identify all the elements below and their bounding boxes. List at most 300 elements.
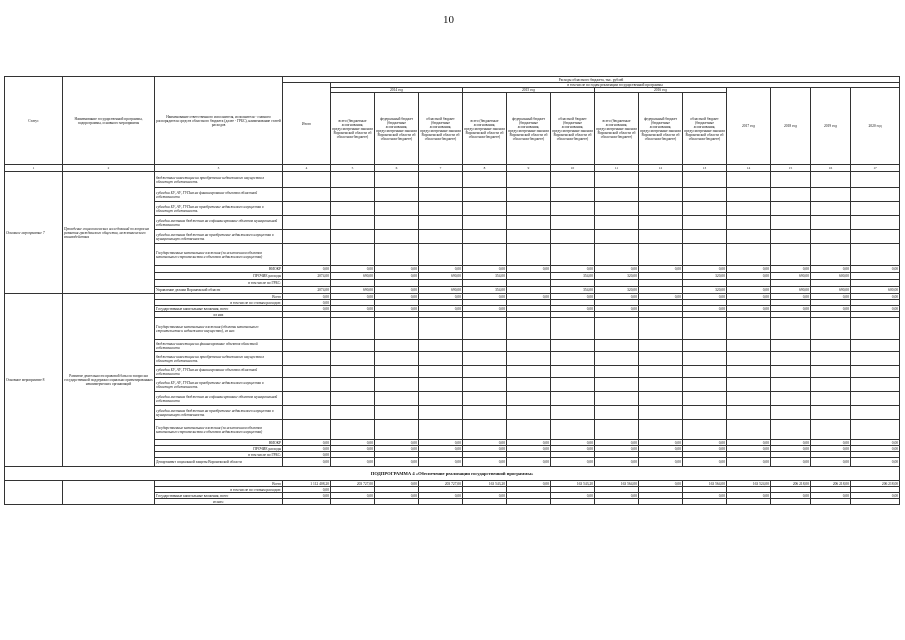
value-cell — [419, 202, 463, 216]
value-cell — [771, 366, 811, 378]
value-cell — [727, 366, 771, 378]
value-cell — [727, 406, 771, 420]
value-cell — [851, 406, 900, 420]
value-cell — [639, 352, 683, 366]
value-cell: 206 218,00 — [811, 481, 851, 487]
block7-admin-label: Управление делами Воронежской области — [155, 287, 283, 294]
column-number: 12 — [639, 165, 683, 172]
value-cell — [683, 188, 727, 202]
value-cell — [283, 499, 331, 505]
value-cell — [375, 244, 419, 266]
value-cell: 0,00 — [463, 458, 507, 467]
header-2015-regional: областной бюджет (бюджетные ассигнования, предусмотренные законом Воронежской области об областном бюджете) — [551, 93, 595, 165]
column-number: 9 — [507, 165, 551, 172]
block7-name: Проведение социологических исследований по вопросам развития гражданского общества, межэтнического взаимодействия — [63, 172, 155, 294]
block7-other-label: ПРОЧИЕ расходы — [155, 273, 283, 280]
value-cell: 690,00 — [419, 287, 463, 294]
value-cell: 0,00 — [771, 306, 811, 312]
value-cell: 0,00 — [595, 458, 639, 467]
value-cell: 0,00 — [727, 493, 771, 499]
value-cell — [463, 188, 507, 202]
value-cell — [463, 420, 507, 440]
value-cell — [463, 230, 507, 244]
value-cell: 0,00 — [331, 493, 375, 499]
value-cell — [683, 366, 727, 378]
value-cell: 0,00 — [283, 300, 331, 306]
value-cell: 0,00 — [419, 266, 463, 273]
value-cell: 0,00 — [639, 446, 683, 452]
value-cell — [595, 340, 639, 352]
value-cell — [683, 352, 727, 366]
value-cell: 0,00 — [727, 294, 771, 300]
value-cell: 0,00 — [851, 458, 900, 467]
column-number: 14 — [727, 165, 771, 172]
value-cell: 0,00 — [727, 306, 771, 312]
block8-line-label: субсидии местным бюджетам на софинансирование объектов муниципальной собственности — [155, 392, 283, 406]
block7-line-label: Государственные капитальные вложения (за исключением объектов капитального строительства и объектов недвижимого имущества) — [155, 244, 283, 266]
value-cell — [551, 280, 595, 287]
subprogram4-total-label: Всего — [155, 481, 283, 487]
value-cell: 354,00 — [551, 287, 595, 294]
value-cell — [331, 318, 375, 340]
value-cell — [283, 280, 331, 287]
value-cell: 0,00 — [683, 306, 727, 312]
value-cell: 0,00 — [811, 493, 851, 499]
value-cell — [551, 392, 595, 406]
value-cell — [419, 280, 463, 287]
value-cell: 354,00 — [551, 273, 595, 280]
value-cell — [727, 216, 771, 230]
value-cell — [283, 188, 331, 202]
value-cell — [507, 420, 551, 440]
value-cell: 0,00 — [507, 440, 551, 446]
value-cell — [683, 340, 727, 352]
value-cell: 0,00 — [595, 493, 639, 499]
value-cell — [331, 420, 375, 440]
value-cell — [639, 244, 683, 266]
value-cell — [463, 352, 507, 366]
value-cell — [375, 188, 419, 202]
value-cell — [507, 352, 551, 366]
value-cell — [771, 499, 811, 505]
value-cell — [851, 318, 900, 340]
value-cell — [639, 499, 683, 505]
block8-total-label: Всего — [155, 294, 283, 300]
value-cell — [507, 499, 551, 505]
value-cell: 0,00 — [375, 446, 419, 452]
value-cell — [551, 366, 595, 378]
value-cell — [595, 230, 639, 244]
value-cell: 0,00 — [375, 266, 419, 273]
value-cell: 0,00 — [595, 446, 639, 452]
value-cell: 0,00 — [551, 440, 595, 446]
value-cell: 0,00 — [683, 446, 727, 452]
value-cell: 0,00 — [639, 458, 683, 467]
value-cell — [463, 340, 507, 352]
header-program-name: Наименование государственной программы, подпрограммы, основного мероприятия — [63, 77, 155, 165]
value-cell — [595, 392, 639, 406]
value-cell — [639, 392, 683, 406]
value-cell: 163 524,00 — [727, 481, 771, 487]
value-cell: 0,00 — [419, 446, 463, 452]
value-cell — [551, 420, 595, 440]
column-number: 11 — [595, 165, 639, 172]
value-cell — [419, 230, 463, 244]
value-cell — [551, 188, 595, 202]
value-cell: 0,00 — [283, 306, 331, 312]
value-cell — [551, 406, 595, 420]
value-cell: 0,00 — [727, 273, 771, 280]
block8-line-label: Государственные капитальные вложения (за исключением объектов капитального строительства и объектов недвижимого имущества) — [155, 420, 283, 440]
value-cell: 0,00 — [639, 294, 683, 300]
block8-incl-short-label: из них — [155, 312, 283, 318]
value-cell — [331, 352, 375, 366]
subprogram4-total-row — [5, 481, 900, 487]
value-cell: 206 218,00 — [851, 481, 900, 487]
value-cell — [771, 216, 811, 230]
value-cell — [463, 392, 507, 406]
value-cell — [283, 406, 331, 420]
block7-line-label: субсидии БУ, АУ, ГУПам на финансирование объектов областной собственности — [155, 188, 283, 202]
block8-dept-label: Департамент социальной защиты Воронежской области — [155, 458, 283, 467]
value-cell: 0,00 — [595, 440, 639, 446]
column-number-row — [5, 165, 900, 172]
value-cell: 0,00 — [331, 266, 375, 273]
value-cell — [639, 273, 683, 280]
value-cell: 690,00 — [419, 273, 463, 280]
value-cell — [595, 352, 639, 366]
value-cell — [811, 352, 851, 366]
value-cell — [771, 420, 811, 440]
value-cell — [727, 280, 771, 287]
value-cell — [595, 499, 639, 505]
value-cell: 0,00 — [463, 266, 507, 273]
value-cell — [595, 318, 639, 340]
value-cell — [507, 172, 551, 188]
value-cell — [639, 172, 683, 188]
value-cell — [639, 340, 683, 352]
value-cell — [551, 244, 595, 266]
column-number: 13 — [683, 165, 727, 172]
value-cell: 0,00 — [283, 446, 331, 452]
value-cell: 0,00 — [683, 266, 727, 273]
value-cell — [595, 280, 639, 287]
value-cell: 0,00 — [419, 294, 463, 300]
value-cell — [811, 378, 851, 392]
value-cell — [811, 280, 851, 287]
block8-other-label: ПРОЧИЕ расходы — [155, 446, 283, 452]
value-cell: 0,00 — [463, 446, 507, 452]
value-cell: 600,00 — [851, 287, 900, 294]
value-cell — [639, 202, 683, 216]
value-cell: 0,00 — [639, 440, 683, 446]
value-cell — [639, 406, 683, 420]
value-cell — [727, 378, 771, 392]
value-cell — [463, 318, 507, 340]
value-cell: 0,00 — [683, 440, 727, 446]
value-cell — [283, 378, 331, 392]
value-cell — [595, 244, 639, 266]
value-cell — [283, 352, 331, 366]
value-cell — [727, 188, 771, 202]
header-2016-regional: областной бюджет (бюджетные ассигнования, предусмотренные законом Воронежской области об областном бюджете) — [683, 93, 727, 165]
value-cell — [771, 318, 811, 340]
value-cell: 0,00 — [851, 440, 900, 446]
header-2019: 2019 год — [811, 88, 851, 165]
value-cell: 0,00 — [551, 458, 595, 467]
value-cell — [331, 366, 375, 378]
value-cell — [811, 230, 851, 244]
value-cell — [331, 172, 375, 188]
value-cell — [507, 392, 551, 406]
block7-line-label: субсидии местным бюджетам на приобретение недвижимого имущества в муниципальную собственность — [155, 230, 283, 244]
subprogram4-incl-label: в том числе по статьям расходов: — [155, 487, 283, 493]
value-cell — [463, 406, 507, 420]
block8-incl-label: в том числе по статьям расходов: — [155, 300, 283, 306]
value-cell — [551, 340, 595, 352]
header-2014-regional: областной бюджет (бюджетные ассигнования, предусмотренные законом Воронежской области об областном бюджете) — [419, 93, 463, 165]
value-cell — [683, 216, 727, 230]
header-by-years: в том числе по годам реализации государственной программы — [331, 83, 900, 88]
value-cell: 0,00 — [811, 266, 851, 273]
value-cell: 600,00 — [811, 273, 851, 280]
value-cell — [507, 202, 551, 216]
value-cell: 2074,00 — [283, 273, 331, 280]
value-cell — [375, 499, 419, 505]
value-cell — [595, 216, 639, 230]
value-cell — [851, 230, 900, 244]
value-cell — [851, 340, 900, 352]
header-2015-total: всего (бюджетные ассигнования, предусмотренные законом Воронежской области об областном бюджете) — [463, 93, 507, 165]
value-cell — [331, 378, 375, 392]
value-cell — [375, 366, 419, 378]
value-cell — [375, 378, 419, 392]
value-cell — [727, 244, 771, 266]
value-cell — [419, 188, 463, 202]
value-cell — [419, 244, 463, 266]
value-cell — [375, 216, 419, 230]
subprogram4-title: ПОДПРОГРАММА 4 «Обеспечение реализации государственной программы» — [5, 467, 900, 481]
value-cell — [771, 352, 811, 366]
value-cell — [419, 392, 463, 406]
value-cell — [507, 406, 551, 420]
value-cell: 0,00 — [771, 294, 811, 300]
value-cell: 320,00 — [683, 287, 727, 294]
value-cell — [683, 499, 727, 505]
value-cell — [851, 378, 900, 392]
value-cell — [375, 420, 419, 440]
value-cell — [851, 366, 900, 378]
value-cell: 320,00 — [595, 287, 639, 294]
value-cell — [419, 318, 463, 340]
value-cell — [811, 499, 851, 505]
value-cell — [595, 202, 639, 216]
value-cell — [419, 366, 463, 378]
value-cell: 0,00 — [551, 493, 595, 499]
value-cell — [727, 230, 771, 244]
value-cell: 0,00 — [331, 440, 375, 446]
value-cell — [283, 216, 331, 230]
value-cell — [331, 406, 375, 420]
value-cell — [811, 366, 851, 378]
value-cell: 0,00 — [595, 306, 639, 312]
value-cell: 0,00 — [727, 458, 771, 467]
column-number: 8 — [463, 165, 507, 172]
value-cell — [683, 392, 727, 406]
value-cell: 0,00 — [375, 481, 419, 487]
value-cell: 320,00 — [595, 273, 639, 280]
block7-grbs-label: в том числе по ГРБС: — [155, 280, 283, 287]
column-number: 1 — [5, 165, 63, 172]
value-cell: 0,00 — [283, 487, 331, 493]
block7-line-row — [5, 172, 900, 188]
value-cell — [283, 244, 331, 266]
value-cell — [771, 340, 811, 352]
value-cell — [639, 318, 683, 340]
value-cell — [771, 230, 811, 244]
subprogram4-gkv-label: Государственные капитальные вложения, всего — [155, 493, 283, 499]
value-cell — [811, 340, 851, 352]
block8-line-label: бюджетные инвестиции на финансирование объектов областной собственности — [155, 340, 283, 352]
value-cell: 0,00 — [419, 440, 463, 446]
header-total: Итого — [283, 83, 331, 165]
value-cell — [283, 420, 331, 440]
value-cell — [283, 392, 331, 406]
value-cell: 0,00 — [727, 266, 771, 273]
value-cell: 0,00 — [851, 493, 900, 499]
value-cell — [419, 406, 463, 420]
value-cell: 0,00 — [283, 452, 331, 458]
value-cell: 0,00 — [375, 493, 419, 499]
value-cell: 0,00 — [419, 493, 463, 499]
header-2016-total: всего (бюджетные ассигнования, предусмотренные законом Воронежской области об областном бюджете) — [595, 93, 639, 165]
block7-niokr-label: НИОКР — [155, 266, 283, 273]
value-cell — [419, 499, 463, 505]
value-cell — [331, 216, 375, 230]
value-cell: 163 543,20 — [551, 481, 595, 487]
value-cell: 0,00 — [331, 446, 375, 452]
value-cell — [419, 216, 463, 230]
subprogram4-title-row — [5, 467, 900, 481]
value-cell — [331, 499, 375, 505]
value-cell — [639, 366, 683, 378]
value-cell — [639, 216, 683, 230]
value-cell — [811, 318, 851, 340]
value-cell — [851, 188, 900, 202]
subprogram4-incl-short-label: из них: — [155, 499, 283, 505]
value-cell — [331, 202, 375, 216]
block8-line-label: субсидии БУ, АУ, ГУПам на приобретение недвижимого имущества в областную собственность — [155, 378, 283, 392]
value-cell: 0,00 — [811, 458, 851, 467]
value-cell — [727, 352, 771, 366]
value-cell — [771, 188, 811, 202]
block8-name: Развитие деятельности правовой базы по вопросам государственной поддержки социально ориентированных некоммерческих организаций — [63, 294, 155, 467]
value-cell: 690,00 — [331, 287, 375, 294]
value-cell — [507, 216, 551, 230]
value-cell — [283, 230, 331, 244]
header-spending-title: Расходы областного бюджета, тыс. рублей — [283, 77, 900, 83]
header-2015: 2015 год — [463, 88, 595, 93]
value-cell: 0,00 — [683, 294, 727, 300]
value-cell — [507, 273, 551, 280]
block7-line-label: субсидии БУ, АУ, ГУПам на приобретение недвижимого имущества в областную собственность — [155, 202, 283, 216]
block8-niokr-label: НИОКР — [155, 440, 283, 446]
value-cell — [639, 230, 683, 244]
value-cell: 0,00 — [595, 294, 639, 300]
header-status: Статус — [5, 77, 63, 165]
value-cell — [683, 172, 727, 188]
value-cell: 690,00 — [811, 287, 851, 294]
value-cell — [639, 188, 683, 202]
value-cell — [551, 318, 595, 340]
value-cell — [683, 378, 727, 392]
value-cell — [639, 287, 683, 294]
value-cell — [283, 366, 331, 378]
value-cell: 0,00 — [507, 458, 551, 467]
value-cell: 2074,00 — [283, 287, 331, 294]
value-cell — [771, 406, 811, 420]
value-cell — [595, 420, 639, 440]
value-cell: 690,00 — [771, 273, 811, 280]
value-cell — [375, 406, 419, 420]
header-2016-federal: федеральный бюджет (бюджетные ассигнования, предусмотренные законом Воронежской области об областном бюджете) — [639, 93, 683, 165]
value-cell — [683, 202, 727, 216]
value-cell — [283, 202, 331, 216]
value-cell: 0,00 — [851, 294, 900, 300]
value-cell — [811, 420, 851, 440]
value-cell — [463, 366, 507, 378]
value-cell — [851, 172, 900, 188]
column-number: 17 — [851, 165, 900, 172]
value-cell: 0,00 — [375, 273, 419, 280]
value-cell — [727, 172, 771, 188]
header-2015-federal: федеральный бюджет (бюджетные ассигнования, предусмотренные законом Воронежской области об областном бюджете) — [507, 93, 551, 165]
value-cell — [851, 420, 900, 440]
value-cell: 0,00 — [375, 458, 419, 467]
value-cell — [595, 366, 639, 378]
value-cell — [595, 378, 639, 392]
subprogram4-name — [63, 481, 155, 505]
value-cell — [811, 406, 851, 420]
value-cell: 0,00 — [331, 458, 375, 467]
value-cell — [727, 499, 771, 505]
value-cell — [463, 172, 507, 188]
value-cell — [639, 378, 683, 392]
column-number: 5 — [331, 165, 375, 172]
value-cell — [331, 340, 375, 352]
value-cell — [331, 188, 375, 202]
column-number: 15 — [771, 165, 811, 172]
block8-line-label: субсидии БУ, АУ, ГУПам на финансирование объектов областной собственности — [155, 366, 283, 378]
value-cell: 203 727,00 — [419, 481, 463, 487]
header-responsible: Наименование ответственного исполнителя, исполнителя - главного распорядителя средств областного бюджета (далее - ГРБС), наименование статей расходов — [155, 77, 283, 165]
value-cell: 0,00 — [375, 306, 419, 312]
block8-gkv-label: Государственные капитальные вложения, всего — [155, 306, 283, 312]
value-cell: 0,00 — [639, 481, 683, 487]
value-cell: 690,00 — [771, 287, 811, 294]
value-cell — [771, 202, 811, 216]
column-number: 2 — [63, 165, 155, 172]
value-cell: 0,00 — [419, 458, 463, 467]
block8-status: Основное мероприятие 8 — [5, 294, 63, 467]
column-number: 3 — [155, 165, 283, 172]
value-cell — [375, 352, 419, 366]
value-cell — [727, 318, 771, 340]
value-cell: 0,00 — [551, 294, 595, 300]
value-cell — [551, 172, 595, 188]
value-cell — [283, 318, 331, 340]
value-cell — [683, 280, 727, 287]
